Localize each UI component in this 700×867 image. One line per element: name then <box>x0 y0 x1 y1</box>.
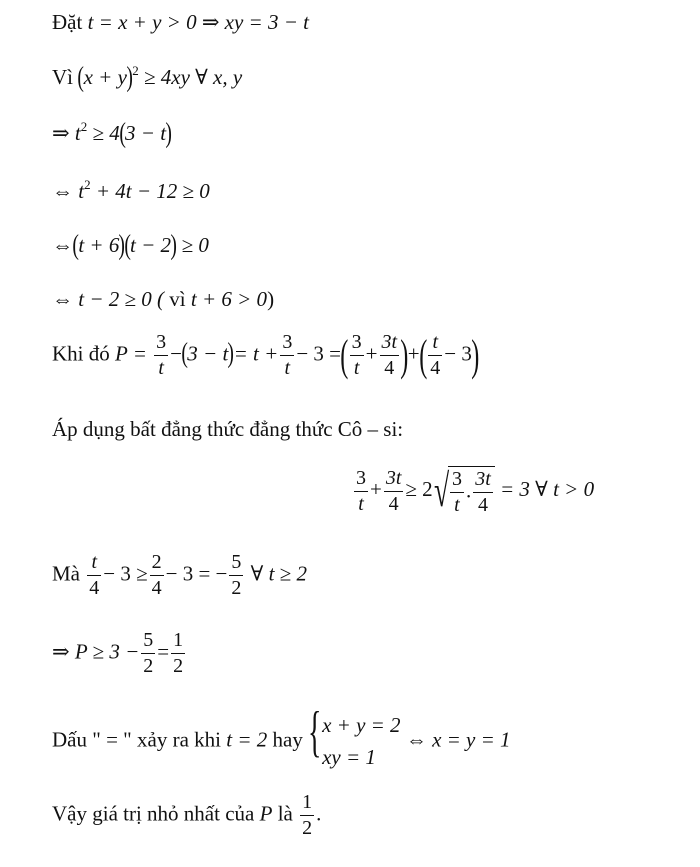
exponent: 2 <box>80 119 88 134</box>
word-khi-do: Khi đó <box>52 341 110 366</box>
exponent: 2 <box>132 63 139 78</box>
fraction: $\frac{3t}{4}$ <box>385 466 402 515</box>
close-paren: ) <box>267 287 275 311</box>
math-inequality: ≥ 4xy ∀ x, y <box>143 65 243 89</box>
equation-system: { x + y = 2 xy = 1 <box>308 701 401 769</box>
fraction: $\frac{2}{4}$ <box>151 551 162 599</box>
line-6 <box>52 289 274 310</box>
line-13: Vậy giá trị nhỏ nhất của P là $\frac{1}{2}$ . <box>52 791 322 839</box>
math-pre: ⇒ t <box>52 121 81 145</box>
fraction: $\frac{3}{t}$ <box>282 331 293 379</box>
math-factor-1: t + 6 <box>78 233 120 257</box>
line-5: ⇔(t + 6)(t − 2) ≥ 0 <box>52 230 209 261</box>
math-inner: 3 − t <box>125 121 167 145</box>
math-sum: x + y <box>83 65 127 89</box>
math-pre: ⇔ t − 2 ≥ 0 ( <box>52 287 165 311</box>
word-ma: Mà <box>52 561 80 586</box>
line-7: Khi đó P = $\frac{3}{t}$ −(3 − t)= t + $\frac{3}{t}$ − 3 =( $\frac{3}{t}$ + $\frac{3t}{4}$ )+( $\frac{t}{4}$ − 3) <box>52 330 480 380</box>
line-1 <box>52 12 309 33</box>
math-rest: ≥ 0 <box>181 233 209 257</box>
line-12: Dấu " = " xảy ra khi t = 2 hay { x + y = 2 xy = 1 ⇔ x = y = 1 <box>52 710 511 773</box>
math-substitution: t = x + y > 0 ⇒ xy = 3 − t <box>87 10 309 34</box>
line-10: Mà $\frac{t}{4}$ − 3 ≥ $\frac{2}{4}$ − 3 = − $\frac{5}{2}$ ∀ t ≥ 2 <box>52 551 307 599</box>
line-4 <box>52 178 210 202</box>
square-root: √ $\frac{3}{t}$ . $\frac{3t}{4}$ <box>433 466 495 516</box>
math-pre: ⇔ t <box>52 179 85 203</box>
math-rest: + 4t − 12 ≥ 0 <box>95 179 210 203</box>
fraction: $\frac{3}{t}$ <box>351 331 362 379</box>
math-mid: ≥ 4 <box>92 121 120 145</box>
fraction: $\frac{t}{4}$ <box>430 331 441 379</box>
text-cauchy: Áp dụng bất đẳng thức đẳng thức Cô – si: <box>52 417 404 441</box>
line-11: ⇒ P ≥ 3 − $\frac{5}{2}$ = $\frac{1}{2}$ <box>52 629 184 677</box>
fraction: $\frac{5}{2}$ <box>143 629 154 677</box>
fraction: $\frac{3}{t}$ <box>156 331 167 379</box>
word-dat: Đặt <box>52 10 83 34</box>
fraction: $\frac{3}{t}$ <box>356 466 366 515</box>
word-vi: Vì <box>52 65 73 89</box>
exponent: 2 <box>84 177 91 192</box>
line-3: ⇒ $t^2 \ge 4(3 - t)$ <box>52 118 172 149</box>
math-p: P = <box>115 341 147 366</box>
math-condition: t + 6 > 0 <box>190 287 268 311</box>
line-2: Vì $(x + y)^2 \ge 4xy$ ∀ x, y <box>52 62 243 93</box>
fraction: $\frac{t}{4}$ <box>89 551 100 599</box>
fraction: $\frac{1}{2}$ <box>302 791 313 839</box>
fraction: $\frac{3t}{4}$ <box>381 331 398 379</box>
line-8 <box>52 419 403 440</box>
fraction: $\frac{1}{2}$ <box>173 629 184 677</box>
line-9: $\frac{3}{t}$ + $\frac{3t}{4}$ ≥ 2√ $\frac{3}{t}$ . $\frac{3t}{4}$ = 3 ∀ t > 0 <box>356 465 595 516</box>
fraction: $\frac{5}{2}$ <box>231 551 242 599</box>
word-vi: vì <box>169 287 186 311</box>
math-pre: ⇔ <box>52 233 73 257</box>
math-factor-2: t − 2 <box>130 233 172 257</box>
